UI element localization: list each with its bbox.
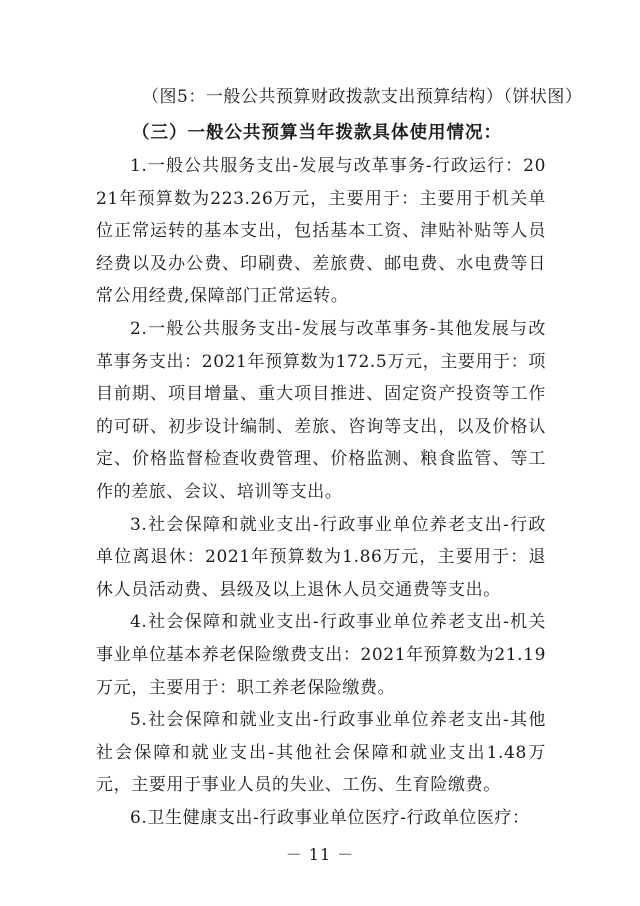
paragraph-6: 6.卫生健康支出-行政事业单位医疗-行政单位医疗： (130, 807, 530, 828)
section-heading: （三）一般公共预算当年拨款具体使用情况： (132, 123, 502, 143)
paragraph-4: 4.社会保障和就业支出-行政事业单位养老支出-机关事业单位基本养老保险缴费支出：2021年预算数为21.19万元，主要用于：职工养老保险缴费。 (96, 612, 546, 698)
page-number: － 11 － (285, 845, 355, 864)
body-text (96, 150, 546, 834)
paragraph-1: 1.一般公共服务支出-发展与改革事务-行政运行：2021年预算数为223.26万元，主要用于：主要用于机关单位正常运转的基本支出，包括基本工资、津贴补贴等人员经费以及办公费、印刷费、差旅费、邮电费、水电费等日常公用经费,保障部门正常运转。 (96, 156, 546, 307)
paragraph-3: 3.社会保障和就业支出-行政事业单位养老支出-行政单位离退休：2021年预算数为1.86万元，主要用于：退休人员活动费、县级及以上退休人员交通费等支出。 (96, 514, 546, 600)
paragraph-2: 2.一般公共服务支出-发展与改革事务-其他发展与改革事务支出：2021年预算数为172.5万元，主要用于：项目前期、项目增量、重大项目推进、固定资产投资等工作的可研、初步设计编制、差旅、咨询等支出，以及价格认定、价格监督检查收费管理、价格监测、粮食监管、等工作的差旅、会议、培训等支出。 (96, 318, 546, 502)
paragraph-5: 5.社会保障和就业支出-行政事业单位养老支出-其他社会保障和就业支出-其他社会保障和就业支出1.48万元，主要用于事业人员的失业、工伤、生育险缴费。 (96, 710, 546, 796)
figure-caption: （图5：一般公共预算财政拨款支出预算结构）（饼状图） (142, 87, 583, 107)
